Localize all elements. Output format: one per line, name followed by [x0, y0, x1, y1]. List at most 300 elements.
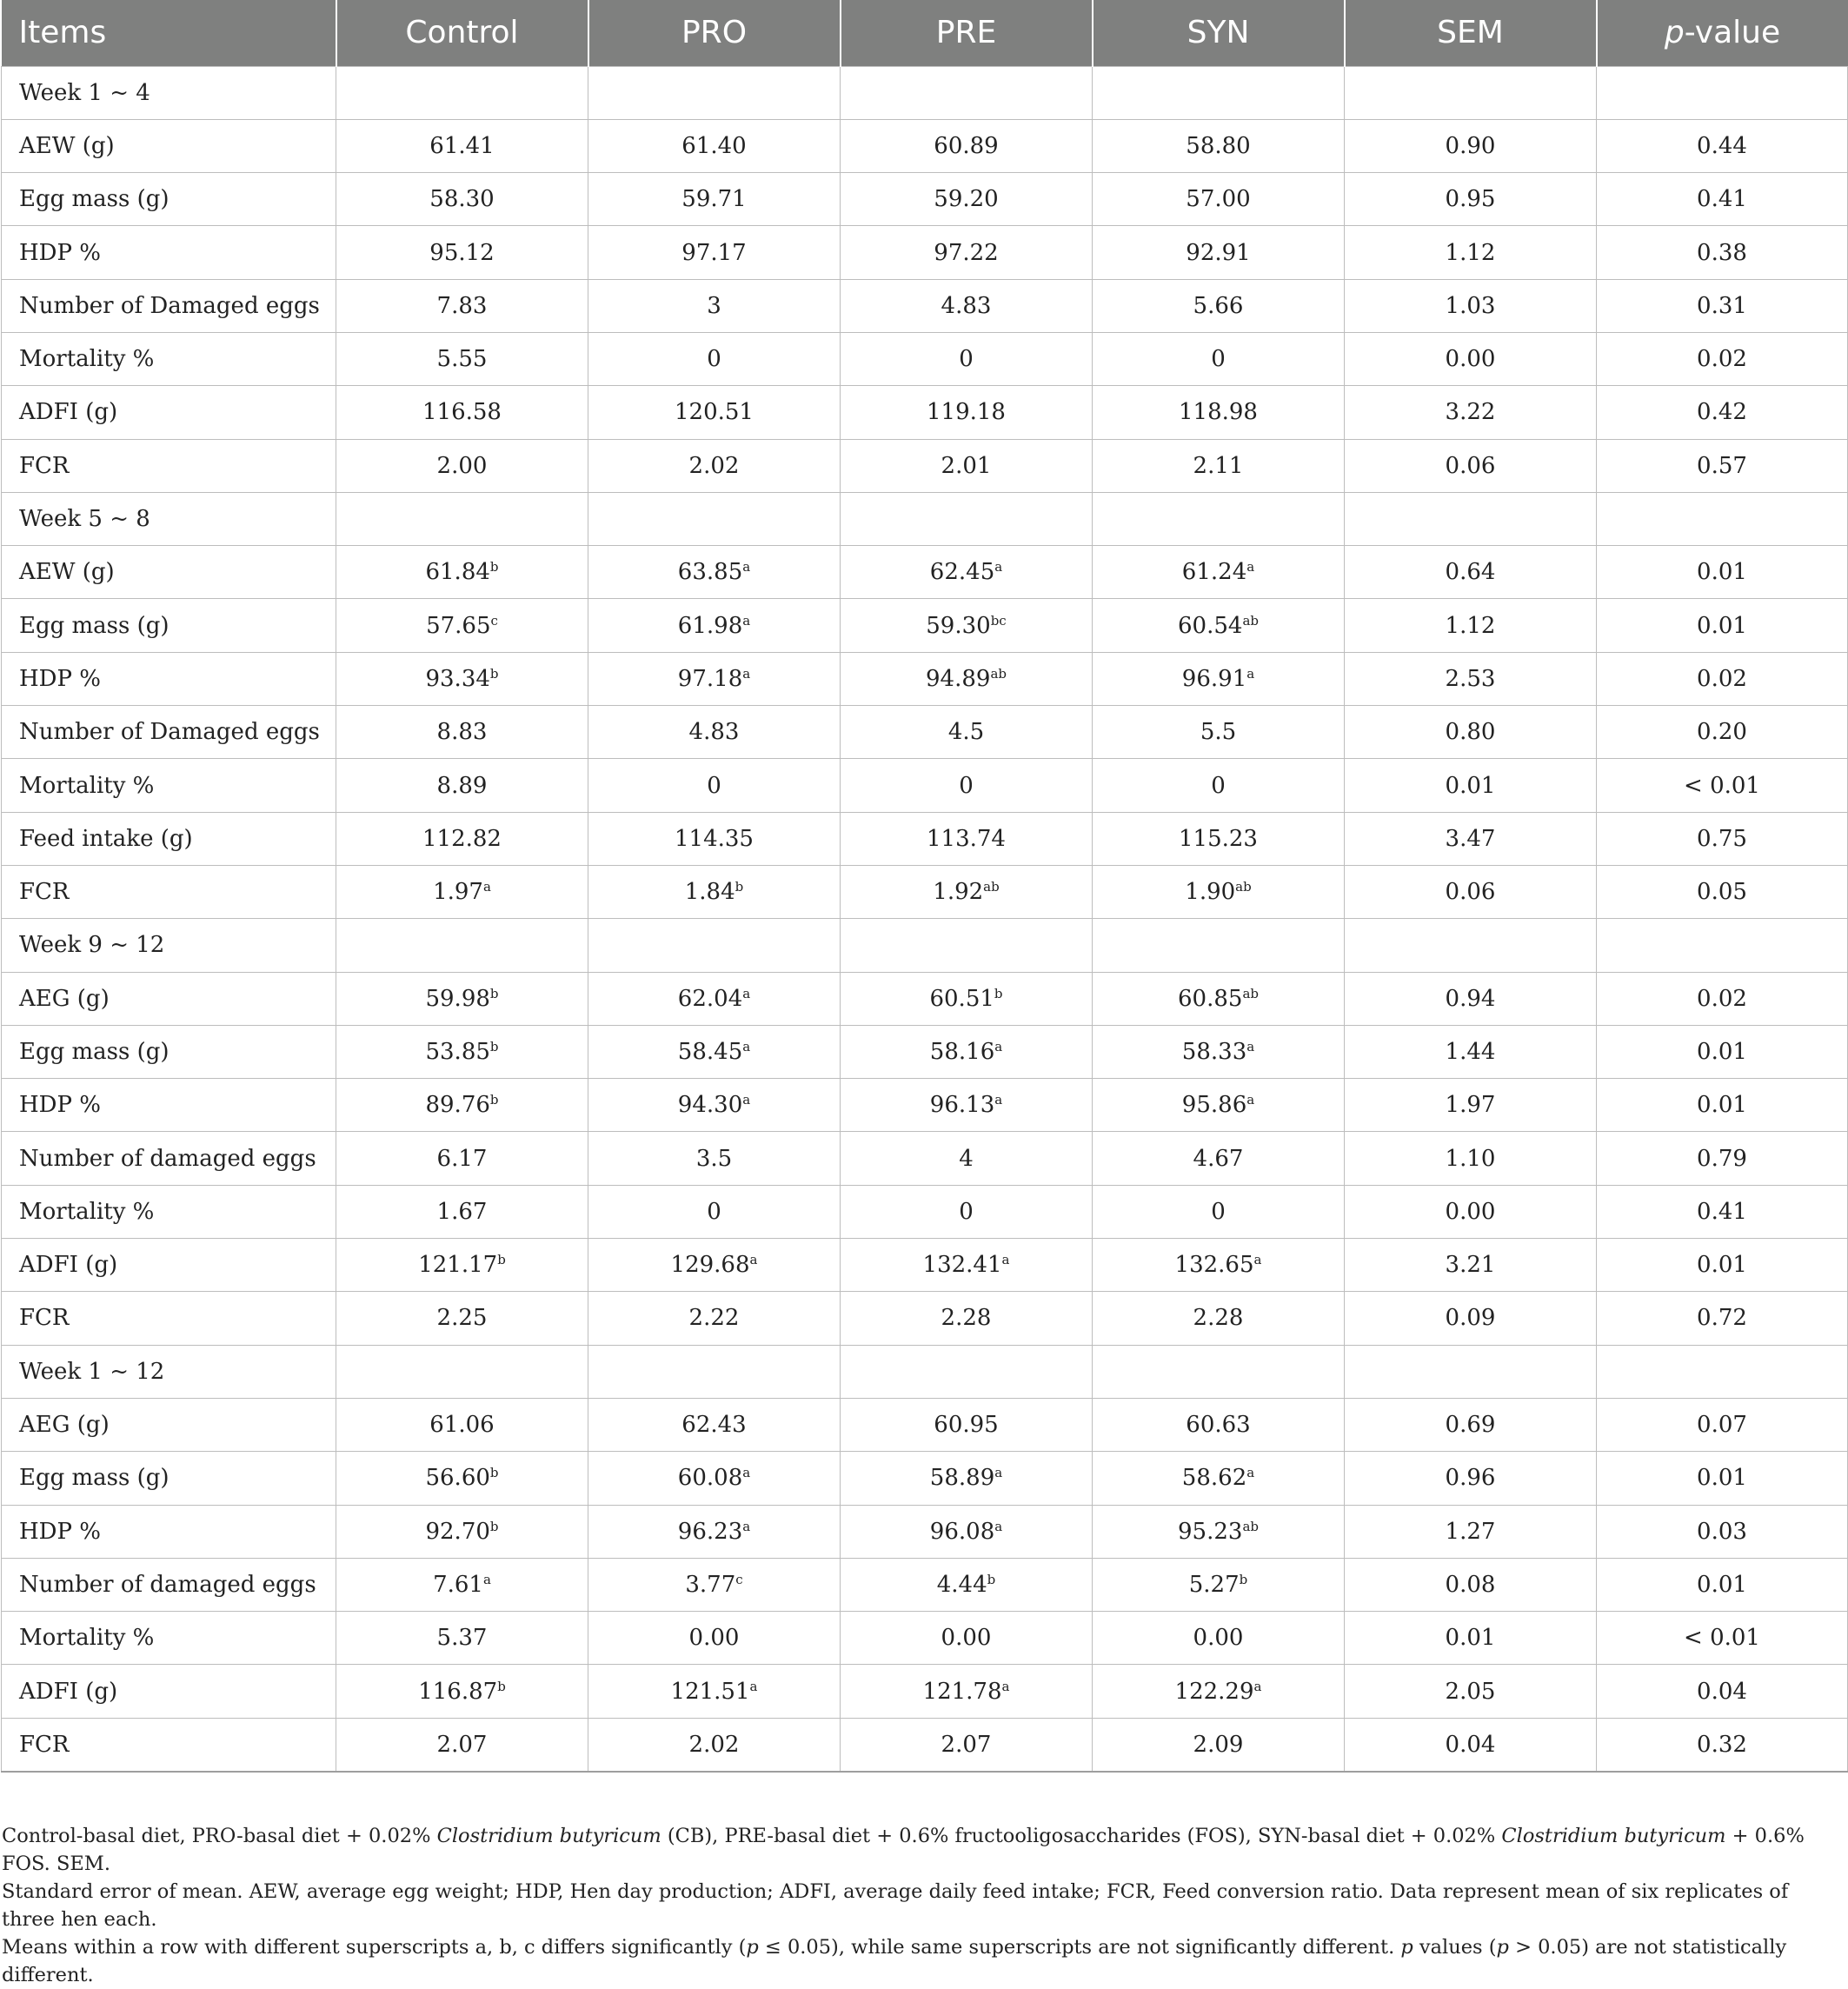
table-cell	[841, 759, 1093, 812]
cell-superscript: a	[994, 1038, 1003, 1054]
cell-value: 0.06	[1445, 452, 1496, 479]
table-cell	[588, 1558, 841, 1611]
table-cell	[1093, 812, 1345, 865]
table-cell	[588, 1398, 841, 1451]
cell-value: 0.94	[1445, 985, 1496, 1012]
empty-cell	[1093, 66, 1345, 119]
table-cell	[841, 226, 1093, 279]
empty-cell	[841, 66, 1093, 119]
table-cell	[588, 599, 841, 652]
row-label: FCR	[2, 1718, 336, 1771]
table-cell	[1597, 812, 1848, 865]
row-label: Mortality %	[2, 1185, 336, 1238]
cell-value: 0.41	[1697, 186, 1747, 213]
table-row	[2, 1025, 1848, 1078]
cell-value: 3.47	[1445, 825, 1496, 852]
table-cell	[1597, 1665, 1848, 1718]
table-row	[2, 599, 1848, 652]
cell-value: 0.01	[1697, 1092, 1747, 1119]
empty-cell	[841, 1345, 1093, 1398]
table-cell	[841, 812, 1093, 865]
table-cell	[1093, 546, 1345, 599]
table-cell	[588, 546, 841, 599]
cell-value: 58.89	[929, 1465, 995, 1492]
cell-value: 129.68	[670, 1252, 750, 1279]
cell-value: 59.98	[425, 985, 490, 1012]
cell-value: 0	[1211, 346, 1226, 373]
cell-value: 113.74	[927, 825, 1006, 852]
table-cell	[1345, 972, 1597, 1025]
table-cell	[1093, 1612, 1345, 1665]
cell-superscript: a	[482, 1571, 491, 1587]
table-cell	[336, 119, 588, 172]
table-row	[2, 226, 1848, 279]
section-header-row	[2, 66, 1848, 119]
cell-superscript: a	[994, 559, 1003, 575]
cell-value: 61.24	[1181, 559, 1247, 586]
table-cell	[1093, 1239, 1345, 1292]
row-label: FCR	[2, 439, 336, 492]
cell-value: 0.01	[1697, 1571, 1747, 1598]
section-title: Week 5 ~ 8	[2, 492, 336, 545]
cell-value: 0.44	[1697, 132, 1747, 159]
row-label: Number of damaged eggs	[2, 1132, 336, 1185]
table-cell	[1597, 332, 1848, 385]
row-label: Egg mass (g)	[2, 599, 336, 652]
cell-value: 56.60	[425, 1465, 490, 1492]
row-label: Mortality %	[2, 332, 336, 385]
cell-value: 2.07	[941, 1731, 992, 1758]
table-row	[2, 1398, 1848, 1451]
table-cell	[1597, 439, 1848, 492]
row-label: Feed intake (g)	[2, 812, 336, 865]
table-cell	[1597, 1718, 1848, 1771]
cell-value: 0.41	[1697, 1198, 1747, 1225]
row-label: Number of Damaged eggs	[2, 706, 336, 759]
cell-superscript: a	[994, 1518, 1003, 1534]
footnote-text: Clostridium butyricum	[1501, 1825, 1726, 1847]
table-cell	[1597, 546, 1848, 599]
cell-value: 0.96	[1445, 1465, 1496, 1492]
footnote-text: values (	[1413, 1936, 1497, 1959]
cell-value: 8.89	[436, 772, 488, 799]
cell-value: 2.09	[1193, 1731, 1244, 1758]
cell-value: 0.01	[1697, 1252, 1747, 1279]
cell-value: 4	[959, 1145, 974, 1172]
cell-superscript: ab	[1235, 879, 1252, 895]
cell-value: 0.01	[1445, 1625, 1496, 1652]
table-cell	[1345, 279, 1597, 332]
section-header-row	[2, 1345, 1848, 1398]
table-cell	[336, 759, 588, 812]
cell-value: 3.77	[685, 1571, 736, 1598]
footnote-line-1	[2, 1822, 1845, 1878]
table-cell	[1345, 759, 1597, 812]
cell-superscript: a	[1246, 1465, 1255, 1481]
table-cell	[1093, 1025, 1345, 1078]
cell-value: 116.87	[418, 1678, 498, 1705]
cell-value: 0.00	[1445, 346, 1496, 373]
header-p-suffix: -value	[1684, 15, 1781, 51]
cell-value: 0.32	[1697, 1731, 1747, 1758]
cell-value: 2.28	[941, 1305, 992, 1332]
table-cell	[1345, 1665, 1597, 1718]
empty-cell	[1345, 492, 1597, 545]
cell-superscript: a	[994, 1465, 1003, 1481]
table-row	[2, 1239, 1848, 1292]
table-cell	[1093, 599, 1345, 652]
table-cell	[588, 119, 841, 172]
header-pro: PRO	[588, 0, 841, 66]
table-cell	[841, 173, 1093, 226]
cell-value: 121.17	[418, 1252, 498, 1279]
cell-value: 4.5	[947, 719, 985, 746]
table-cell	[841, 1239, 1093, 1292]
cell-value: 0.01	[1697, 559, 1747, 586]
row-label: Mortality %	[2, 1612, 336, 1665]
table-cell	[336, 599, 588, 652]
table-cell	[336, 1612, 588, 1665]
footnote-line-2	[2, 1878, 1845, 1933]
cell-value: 60.51	[929, 985, 994, 1012]
cell-value: 5.5	[1200, 719, 1237, 746]
header-syn: SYN	[1093, 0, 1345, 66]
cell-superscript: b	[735, 879, 744, 895]
cell-value: 96.91	[1181, 665, 1247, 692]
table-header	[2, 0, 1848, 66]
cell-value: 0.02	[1697, 985, 1747, 1012]
cell-value: 0.90	[1445, 132, 1496, 159]
table-cell	[588, 1132, 841, 1185]
table-cell	[336, 1025, 588, 1078]
table-cell	[1093, 759, 1345, 812]
table-cell	[336, 1452, 588, 1505]
table-cell	[588, 1079, 841, 1132]
table-cell	[336, 1665, 588, 1718]
cell-superscript: b	[497, 1252, 506, 1268]
footnote-text: Standard error of mean. AEW, average egg weight; HDP, Hen day production; ADFI, average daily feed intake; FCR, Feed conversion ratio. Data represent mean of six replicates of three hen each.	[2, 1880, 1789, 1931]
table-cell	[1345, 1185, 1597, 1238]
table-cell	[1093, 226, 1345, 279]
cell-value: 53.85	[425, 1038, 490, 1065]
footnote-text: + 0.6% FOS. SEM.	[2, 1825, 1805, 1875]
cell-superscript: b	[489, 1465, 499, 1481]
empty-cell	[588, 66, 841, 119]
cell-value: 97.18	[677, 665, 743, 692]
table-cell	[588, 1718, 841, 1771]
cell-value: 61.40	[681, 132, 747, 159]
cell-value: 0.38	[1697, 239, 1747, 266]
table-cell	[336, 439, 588, 492]
cell-value: 3.22	[1445, 399, 1496, 426]
cell-value: 60.54	[1178, 612, 1243, 639]
cell-value: 2.07	[436, 1731, 488, 1758]
table-cell	[1597, 1079, 1848, 1132]
cell-value: 57.00	[1186, 186, 1251, 213]
cell-superscript: a	[1001, 1252, 1010, 1268]
cell-superscript: a	[1001, 1678, 1010, 1694]
footnote-text: p	[1400, 1936, 1413, 1959]
cell-value: 7.83	[436, 292, 488, 319]
row-label: Egg mass (g)	[2, 173, 336, 226]
cell-value: 92.70	[425, 1518, 490, 1545]
table-row	[2, 1612, 1848, 1665]
table-cell	[841, 1665, 1093, 1718]
table-cell	[1345, 599, 1597, 652]
table-cell	[841, 1025, 1093, 1078]
cell-value: 0	[707, 1198, 721, 1225]
empty-cell	[1345, 919, 1597, 972]
empty-cell	[1597, 492, 1848, 545]
row-label: ADFI (g)	[2, 1239, 336, 1292]
footnote-text: p	[1496, 1936, 1509, 1959]
row-label: AEW (g)	[2, 546, 336, 599]
footnote-line-3	[2, 1933, 1845, 1989]
table-cell	[1597, 865, 1848, 918]
cell-superscript: b	[489, 1518, 499, 1534]
cell-value: 96.08	[929, 1518, 995, 1545]
table-cell	[841, 119, 1093, 172]
cell-superscript: b	[489, 559, 499, 575]
cell-value: 2.02	[688, 1731, 740, 1758]
table-cell	[1093, 386, 1345, 439]
table-cell	[1093, 1079, 1345, 1132]
table-cell	[588, 1612, 841, 1665]
cell-value: 1.97	[1445, 1092, 1496, 1119]
table-cell	[1597, 1185, 1848, 1238]
cell-value: 1.84	[684, 879, 735, 906]
table-cell	[588, 759, 841, 812]
table-cell	[336, 546, 588, 599]
cell-value: 95.86	[1181, 1092, 1247, 1119]
empty-cell	[336, 66, 588, 119]
empty-cell	[336, 1345, 588, 1398]
table-row	[2, 972, 1848, 1025]
table-row	[2, 1292, 1848, 1345]
cell-value: 0.00	[941, 1625, 992, 1652]
table-cell	[1345, 332, 1597, 385]
table-row	[2, 1132, 1848, 1185]
table-cell	[588, 1505, 841, 1558]
cell-value: 4.83	[688, 719, 740, 746]
cell-value: 1.97	[433, 879, 483, 906]
cell-superscript: b	[994, 985, 1003, 1001]
table-cell	[588, 812, 841, 865]
section-title: Week 1 ~ 12	[2, 1345, 336, 1398]
cell-value: 0.08	[1445, 1571, 1496, 1598]
cell-value: 58.45	[677, 1038, 743, 1065]
cell-superscript: a	[742, 1092, 751, 1108]
footnote-text: > 0.05) are not statistically different.	[2, 1936, 1787, 1986]
cell-value: 59.30	[926, 612, 991, 639]
empty-cell	[1093, 919, 1345, 972]
cell-superscript: ab	[1242, 985, 1259, 1001]
cell-value: 3.5	[695, 1145, 733, 1172]
table-cell	[841, 972, 1093, 1025]
cell-value: 94.30	[677, 1092, 743, 1119]
cell-value: 0.00	[688, 1625, 740, 1652]
cell-value: 58.62	[1181, 1465, 1247, 1492]
table-cell	[841, 1558, 1093, 1611]
table-cell	[336, 812, 588, 865]
row-label: HDP %	[2, 1505, 336, 1558]
cell-superscript: b	[987, 1571, 996, 1587]
table-cell	[1093, 279, 1345, 332]
cell-value: 0.01	[1697, 612, 1747, 639]
cell-value: 0.00	[1193, 1625, 1244, 1652]
empty-cell	[588, 492, 841, 545]
table-cell	[1345, 119, 1597, 172]
header-p-italic: p	[1664, 15, 1685, 51]
table-cell	[841, 546, 1093, 599]
cell-value: 4.83	[941, 292, 992, 319]
table-row	[2, 652, 1848, 705]
cell-value: 63.85	[677, 559, 743, 586]
cell-value: 62.04	[677, 985, 743, 1012]
cell-value: 0.04	[1697, 1678, 1747, 1705]
cell-superscript: a	[749, 1678, 758, 1694]
table-row	[2, 1079, 1848, 1132]
cell-superscript: a	[1253, 1678, 1262, 1694]
cell-superscript: a	[742, 665, 751, 682]
table-cell	[1597, 1025, 1848, 1078]
cell-value: 1.92	[933, 879, 984, 906]
table-cell	[1597, 1292, 1848, 1345]
section-title: Week 1 ~ 4	[2, 66, 336, 119]
table-cell	[841, 1612, 1093, 1665]
table-cell	[841, 386, 1093, 439]
cell-value: 132.65	[1174, 1252, 1254, 1279]
footnote-text: ≤ 0.05), while same superscripts are not significantly different.	[758, 1936, 1401, 1959]
table-cell	[1345, 652, 1597, 705]
cell-value: 114.35	[675, 825, 754, 852]
table-cell	[1345, 1079, 1597, 1132]
cell-superscript: ab	[983, 879, 1000, 895]
cell-value: 58.30	[429, 186, 495, 213]
table-cell	[1093, 119, 1345, 172]
row-label: FCR	[2, 865, 336, 918]
cell-superscript: a	[742, 1465, 751, 1481]
table-row	[2, 279, 1848, 332]
table-cell	[841, 439, 1093, 492]
table-row	[2, 865, 1848, 918]
cell-value: 112.82	[422, 825, 502, 852]
header-p-value	[1597, 0, 1848, 66]
header-items: Items	[2, 0, 336, 66]
table-cell	[588, 173, 841, 226]
table-cell	[336, 226, 588, 279]
table-cell	[336, 1718, 588, 1771]
cell-value: 0.01	[1697, 1465, 1747, 1492]
cell-value: 0.02	[1697, 665, 1747, 692]
table-cell	[1597, 1132, 1848, 1185]
cell-value: 1.03	[1445, 292, 1496, 319]
row-label: Mortality %	[2, 759, 336, 812]
cell-superscript: ab	[1242, 1518, 1259, 1534]
cell-value: 2.25	[436, 1305, 488, 1332]
cell-superscript: a	[1246, 559, 1255, 575]
table-cell	[841, 1079, 1093, 1132]
empty-cell	[588, 919, 841, 972]
footnote-text: p	[746, 1936, 759, 1959]
cell-value: 0.07	[1697, 1412, 1747, 1439]
cell-value: 60.85	[1178, 985, 1243, 1012]
empty-cell	[336, 919, 588, 972]
table-cell	[1093, 1292, 1345, 1345]
table-cell	[1597, 972, 1848, 1025]
cell-superscript: a	[1253, 1252, 1262, 1268]
footnote-text: Clostridium butyricum	[436, 1825, 661, 1847]
cell-value: 2.05	[1445, 1678, 1496, 1705]
table-cell	[336, 1239, 588, 1292]
table-cell	[336, 652, 588, 705]
cell-value: 3.21	[1445, 1252, 1496, 1279]
table-cell	[1093, 706, 1345, 759]
cell-superscript: a	[742, 985, 751, 1001]
table-cell	[588, 706, 841, 759]
cell-value: 60.63	[1186, 1412, 1251, 1439]
table-cell	[841, 706, 1093, 759]
empty-cell	[1345, 66, 1597, 119]
table-row	[2, 332, 1848, 385]
table-cell	[1597, 1612, 1848, 1665]
table-cell	[841, 1185, 1093, 1238]
cell-value: 0	[959, 346, 974, 373]
cell-value: 7.61	[433, 1571, 483, 1598]
table-cell	[588, 386, 841, 439]
table-row	[2, 706, 1848, 759]
table-cell	[1345, 173, 1597, 226]
cell-value: 89.76	[425, 1092, 490, 1119]
cell-value: 1.90	[1185, 879, 1236, 906]
table-cell	[336, 865, 588, 918]
cell-value: 4.67	[1193, 1145, 1244, 1172]
table-cell	[1093, 1452, 1345, 1505]
cell-value: 95.23	[1178, 1518, 1243, 1545]
row-label: HDP %	[2, 652, 336, 705]
table-cell	[1093, 652, 1345, 705]
table-row	[2, 439, 1848, 492]
cell-value: 115.23	[1179, 825, 1258, 852]
table-cell	[841, 332, 1093, 385]
table-cell	[1345, 706, 1597, 759]
table-row	[2, 173, 1848, 226]
table-cell	[1345, 1452, 1597, 1505]
cell-value: 4.44	[936, 1571, 987, 1598]
empty-cell	[1093, 492, 1345, 545]
cell-value: 5.37	[436, 1625, 488, 1652]
empty-cell	[841, 492, 1093, 545]
table-row	[2, 759, 1848, 812]
cell-value: 2.11	[1193, 452, 1244, 479]
cell-value: 62.45	[929, 559, 995, 586]
table-cell	[1597, 1452, 1848, 1505]
cell-superscript: b	[489, 985, 499, 1001]
cell-value: 0	[707, 772, 721, 799]
table-cell	[1345, 439, 1597, 492]
table-cell	[588, 865, 841, 918]
table-cell	[841, 1452, 1093, 1505]
cell-value: 0	[959, 1198, 974, 1225]
table-cell	[1093, 173, 1345, 226]
cell-superscript: b	[497, 1678, 506, 1694]
header-control: Control	[336, 0, 588, 66]
empty-cell	[1597, 66, 1848, 119]
table-cell	[1093, 865, 1345, 918]
cell-value: 0.31	[1697, 292, 1747, 319]
table-cell	[588, 1025, 841, 1078]
cell-value: 0.05	[1697, 879, 1747, 906]
